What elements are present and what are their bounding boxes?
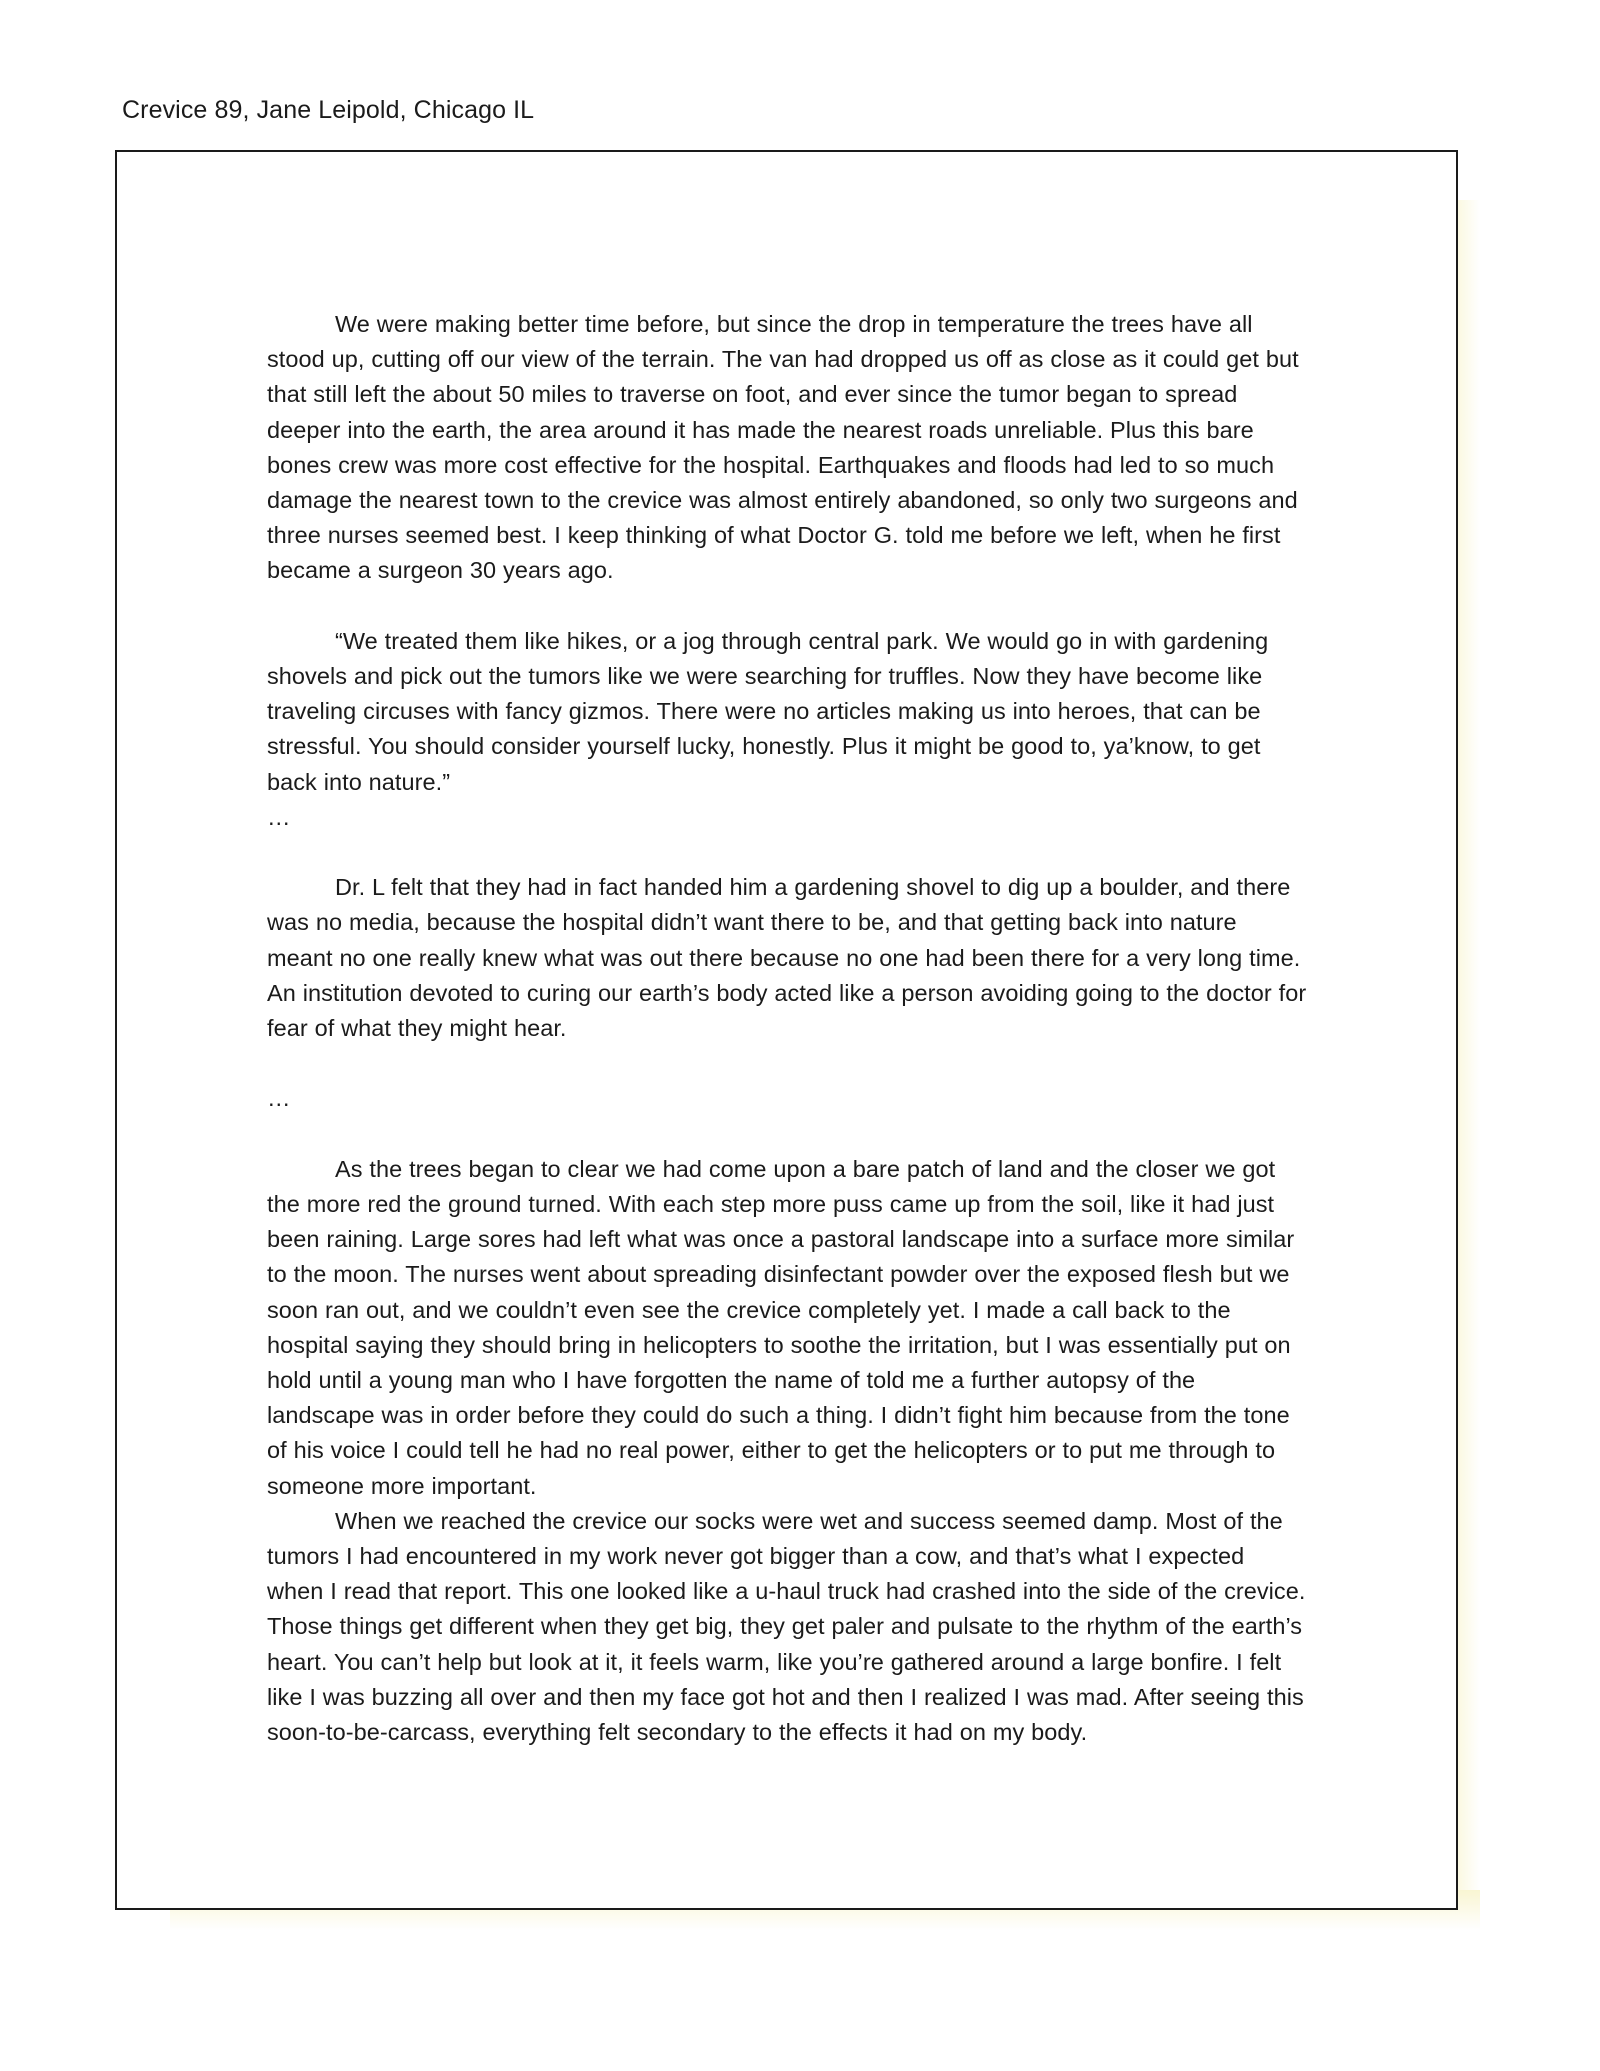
page-sheet (115, 150, 1458, 1910)
body-paragraph: “We treated them like hikes, or a jog through central park. We would go in with gardening shovels and pick out the tumors like we were searching for truffles. Now they have become like traveling circuses with fancy gizmos. There were no articles making us into heroes, that can be stressful. You should consider yourself lucky, honestly. Plus it might be good to, ya’know, to get back into nature.” (267, 627, 1269, 795)
body-paragraph: As the trees began to clear we had come upon a bare patch of land and the closer we got the more red the ground turned. With each step more puss came up from the soil, like it had just been raining. Large sores had left what was once a pastoral landscape into a surface more similar to the moon. The nurses went about spreading disinfectant powder over the exposed flesh but we soon ran out, and we couldn’t even see the crevice completely yet. I made a call back to the hospital saying they should bring in helicopters to soothe the irritation, but I was essentially put on hold until a young man who I have forgotten the name of told me a further autopsy of the landscape was in order before they could do such a thing. I didn’t fight him because from the tone of his voice I could tell he had no real power, either to get the helicopters or to put me through to someone more important. (267, 1155, 1295, 1499)
paragraph-spacer (267, 1046, 1307, 1081)
paragraph-spacer (267, 835, 1307, 870)
paragraph-spacer (267, 1117, 1307, 1152)
paragraph-spacer (267, 589, 1307, 624)
body-paragraph: Dr. L felt that they had in fact handed him a gardening shovel to dig up a boulder, and there was no media, because the hospital didn’t want there to be, and that getting back into nature meant no one really knew what was out there because no one had been there for a very long time. An institution devoted to curing our earth’s body acted like a person avoiding going to the doctor for fear of what they might hear. (267, 874, 1307, 1042)
page-body-text (267, 307, 1307, 1750)
ellipsis-line: … (267, 803, 291, 830)
body-paragraph: When we reached the crevice our socks were wet and success seemed damp. Most of the tumors I had encountered in my work never got bigger than a cow, and that’s what I expected when I read that report. This one looked like a u-haul truck had crashed into the side of the crevice. Those things get different when they get big, they get paler and pulsate to the rhythm of the earth’s heart. You can’t help but look at it, it feels warm, like you’re gathered around a large bonfire. I felt like I was buzzing all over and then my face got hot and then I realized I was mad. After seeing this soon-to-be-carcass, everything felt secondary to the effects it had on my body. (267, 1507, 1306, 1746)
body-paragraph: We were making better time before, but since the drop in temperature the trees have all stood up, cutting off our view of the terrain. The van had dropped us off as close as it could get but that still left the about 50 miles to traverse on foot, and ever since the tumor began to spread deeper into the earth, the area around it has made the nearest roads unreliable. Plus this bare bones crew was more cost effective for the hospital. Earthquakes and floods had led to so much damage the nearest town to the crevice was almost entirely abandoned, so only two surgeons and three nurses seemed best. I keep thinking of what Doctor G. told me before we left, when he first became a surgeon 30 years ago. (267, 311, 1299, 584)
ellipsis-line: … (267, 1085, 291, 1112)
document-header-line: Crevice 89, Jane Leipold, Chicago IL (122, 96, 535, 124)
